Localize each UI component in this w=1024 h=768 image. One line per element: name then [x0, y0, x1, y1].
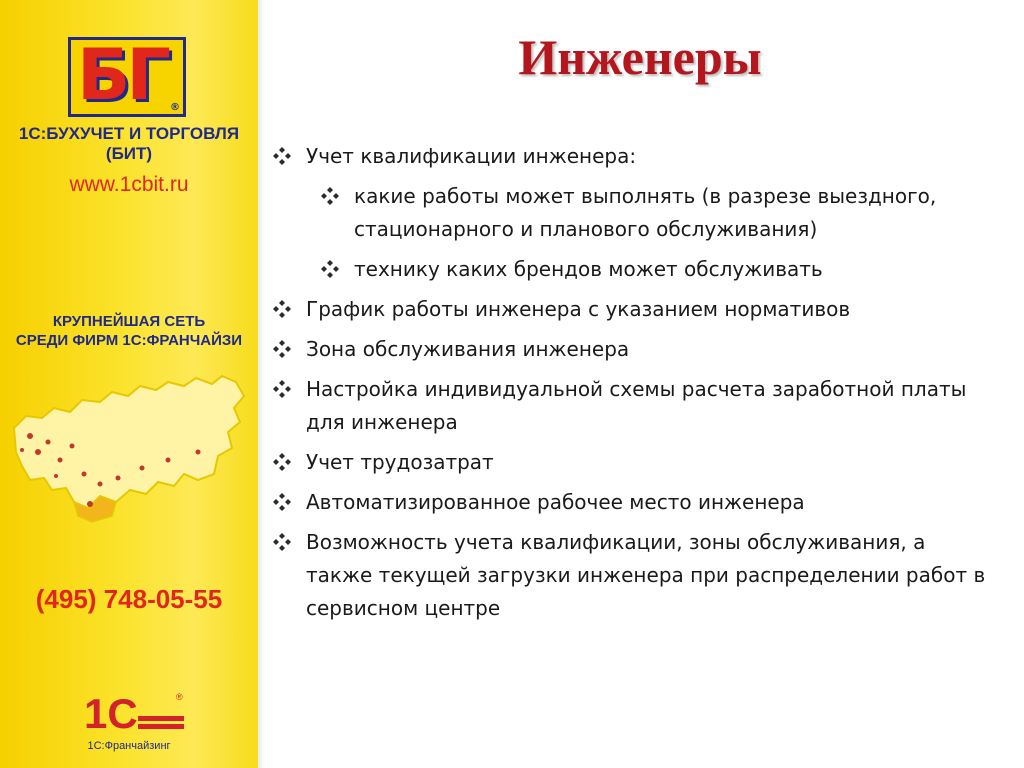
- sidebar-banner: [0, 0, 258, 768]
- list-item-text: Автоматизированное рабочее место инженера: [306, 490, 805, 514]
- list-item: [270, 486, 990, 519]
- sidebar-divider: [258, 0, 264, 768]
- registered-mark: ®: [170, 102, 180, 113]
- list-item: [270, 140, 990, 173]
- list-item: [270, 526, 990, 625]
- list-item-text: Учет трудозатрат: [306, 450, 494, 474]
- four-diamond-bullet-icon: [272, 339, 292, 359]
- slide-title: Инженеры: [518, 29, 762, 85]
- list-item-text: технику каких брендов может обслуживать: [354, 257, 823, 281]
- four-diamond-bullet-icon: [320, 259, 340, 279]
- list-item: [270, 446, 990, 479]
- four-diamond-bullet-icon: [272, 146, 292, 166]
- list-item-text: Учет квалификации инженера:: [306, 144, 637, 168]
- russia-map-icon: [8, 356, 252, 526]
- bit-logo-text: БГ: [77, 34, 167, 116]
- list-item-text: Настройка индивидуальной схемы расчета заработной платы для инженера: [306, 377, 967, 434]
- list-item-text: Зона обслуживания инженера: [306, 337, 630, 361]
- four-diamond-bullet-icon: [272, 492, 292, 512]
- franchise-label: 1С:Франчайзинг: [87, 740, 171, 752]
- list-item: [270, 333, 990, 366]
- list-item-text: какие работы может выполнять (в разрезе выездного, стационарного и планового обслуживания): [354, 184, 937, 241]
- list-item-text: График работы инженера с указанием нормативов: [306, 297, 851, 321]
- list-item: [318, 253, 990, 286]
- svg-text:1С: 1С: [84, 690, 138, 737]
- list-item: [318, 180, 990, 246]
- bit-logo: [68, 34, 186, 117]
- website-link[interactable]: www.1cbit.ru: [69, 173, 189, 196]
- list-item: [270, 373, 990, 439]
- four-diamond-bullet-icon: [272, 452, 292, 472]
- svg-text:®: ®: [176, 692, 183, 702]
- bullet-list: [270, 140, 990, 632]
- four-diamond-bullet-icon: [320, 186, 340, 206]
- four-diamond-bullet-icon: [272, 299, 292, 319]
- list-item-text: Возможность учета квалификации, зоны обслуживания, а также текущей загрузки инженера при распределении работ в сервисном центре: [306, 530, 986, 620]
- four-diamond-bullet-icon: [272, 532, 292, 552]
- phone-number: (495) 748-05-55: [35, 584, 223, 614]
- four-diamond-bullet-icon: [272, 379, 292, 399]
- 1c-logo-icon: [80, 688, 190, 740]
- list-item: [270, 293, 990, 326]
- network-slogan: КРУПНЕЙШАЯ СЕТЬ СРЕДИ ФИРМ 1С:ФРАНЧАЙЗИ: [15, 313, 243, 349]
- company-name: 1С:БУХУЧЕТ И ТОРГОВЛЯ (БИТ): [18, 124, 240, 163]
